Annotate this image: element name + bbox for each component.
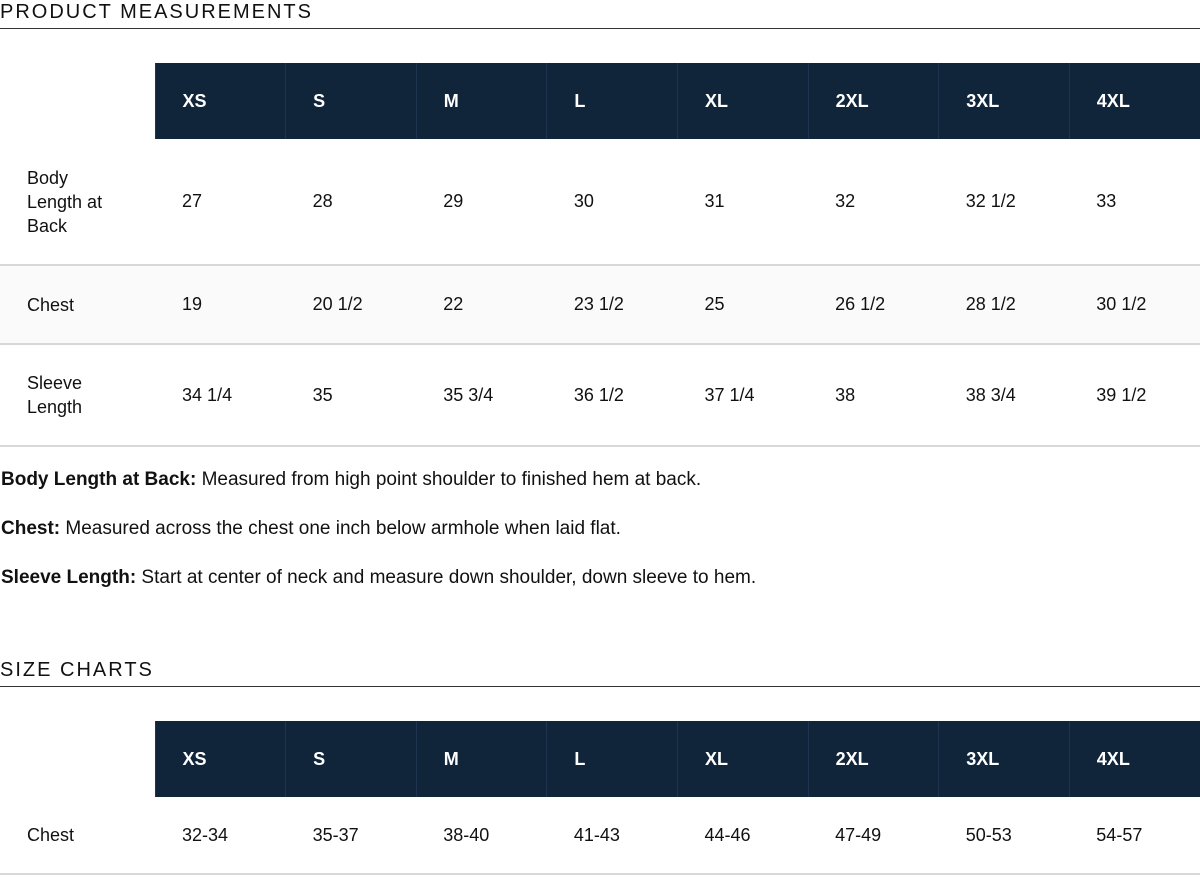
row-label: Sleeve Length	[0, 344, 155, 446]
table-cell: 54-57	[1069, 797, 1200, 874]
table-cell: 35 3/4	[416, 344, 547, 446]
size-header-row	[0, 721, 1200, 797]
header-corner	[0, 721, 155, 797]
size-header-xl: XL	[677, 63, 808, 139]
size-header-xs: XS	[155, 63, 286, 139]
table-cell: 36 1/2	[547, 344, 678, 446]
note-term: Chest:	[1, 518, 61, 539]
note-text: Measured from high point shoulder to finished hem at back.	[196, 469, 702, 490]
table-cell: 30	[547, 139, 678, 265]
table-cell: 25	[677, 265, 808, 344]
note-text: Start at center of neck and measure down shoulder, down sleeve to hem.	[136, 567, 757, 588]
table-cell: 32-34	[155, 797, 286, 874]
table-cell: 39 1/2	[1069, 344, 1200, 446]
size-header-xs: XS	[155, 721, 286, 797]
table-cell: 31	[677, 139, 808, 265]
table-cell: 29	[416, 139, 547, 265]
table-cell: 33	[1069, 139, 1200, 265]
size-header-m: M	[416, 63, 547, 139]
size-header-2xl: 2XL	[808, 63, 939, 139]
product-measurements-table	[0, 63, 1200, 447]
table-cell: 22	[416, 265, 547, 344]
table-row-sleeve-length	[0, 344, 1200, 446]
table-row-body-length	[0, 139, 1200, 265]
note-term: Sleeve Length:	[1, 567, 137, 588]
note-text: Measured across the chest one inch below armhole when laid flat.	[60, 518, 621, 539]
row-label: Chest	[0, 265, 155, 344]
size-header-s: S	[286, 721, 417, 797]
table-cell: 19	[155, 265, 286, 344]
table-cell: 27	[155, 139, 286, 265]
table-cell: 38	[808, 344, 939, 446]
size-header-3xl: 3XL	[939, 721, 1070, 797]
table-cell: 30 1/2	[1069, 265, 1200, 344]
table-cell: 20 1/2	[286, 265, 417, 344]
size-header-m: M	[416, 721, 547, 797]
table-cell: 50-53	[939, 797, 1070, 874]
table-cell: 38 3/4	[939, 344, 1070, 446]
table-cell: 28	[286, 139, 417, 265]
header-corner	[0, 63, 155, 139]
size-header-xl: XL	[677, 721, 808, 797]
table-cell: 34 1/4	[155, 344, 286, 446]
size-header-2xl: 2XL	[808, 721, 939, 797]
note-chest	[1, 517, 1200, 541]
table-cell: 35-37	[286, 797, 417, 874]
table-row-chest	[0, 797, 1200, 874]
table-cell: 44-46	[677, 797, 808, 874]
table-cell: 41-43	[547, 797, 678, 874]
table-cell: 32	[808, 139, 939, 265]
size-header-4xl: 4XL	[1069, 63, 1200, 139]
table-cell: 35	[286, 344, 417, 446]
size-header-row	[0, 63, 1200, 139]
size-header-4xl: 4XL	[1069, 721, 1200, 797]
table-cell: 28 1/2	[939, 265, 1070, 344]
table-cell: 47-49	[808, 797, 939, 874]
row-label: Chest	[0, 797, 155, 874]
size-header-s: S	[286, 63, 417, 139]
row-label: Body Length at Back	[0, 139, 155, 265]
note-body-length	[1, 468, 1200, 492]
measurement-notes	[0, 468, 1200, 615]
size-charts-title: SIZE CHARTS	[0, 658, 1200, 687]
size-header-l: L	[547, 63, 678, 139]
table-cell: 32 1/2	[939, 139, 1070, 265]
table-cell: 38-40	[416, 797, 547, 874]
table-cell: 23 1/2	[547, 265, 678, 344]
size-charts-table	[0, 721, 1200, 875]
table-row-chest	[0, 265, 1200, 344]
table-cell: 26 1/2	[808, 265, 939, 344]
table-cell: 37 1/4	[677, 344, 808, 446]
note-term: Body Length at Back:	[1, 469, 197, 490]
size-header-l: L	[547, 721, 678, 797]
note-sleeve-length	[1, 566, 1200, 590]
size-header-3xl: 3XL	[939, 63, 1070, 139]
product-measurements-title: PRODUCT MEASUREMENTS	[0, 0, 1200, 29]
